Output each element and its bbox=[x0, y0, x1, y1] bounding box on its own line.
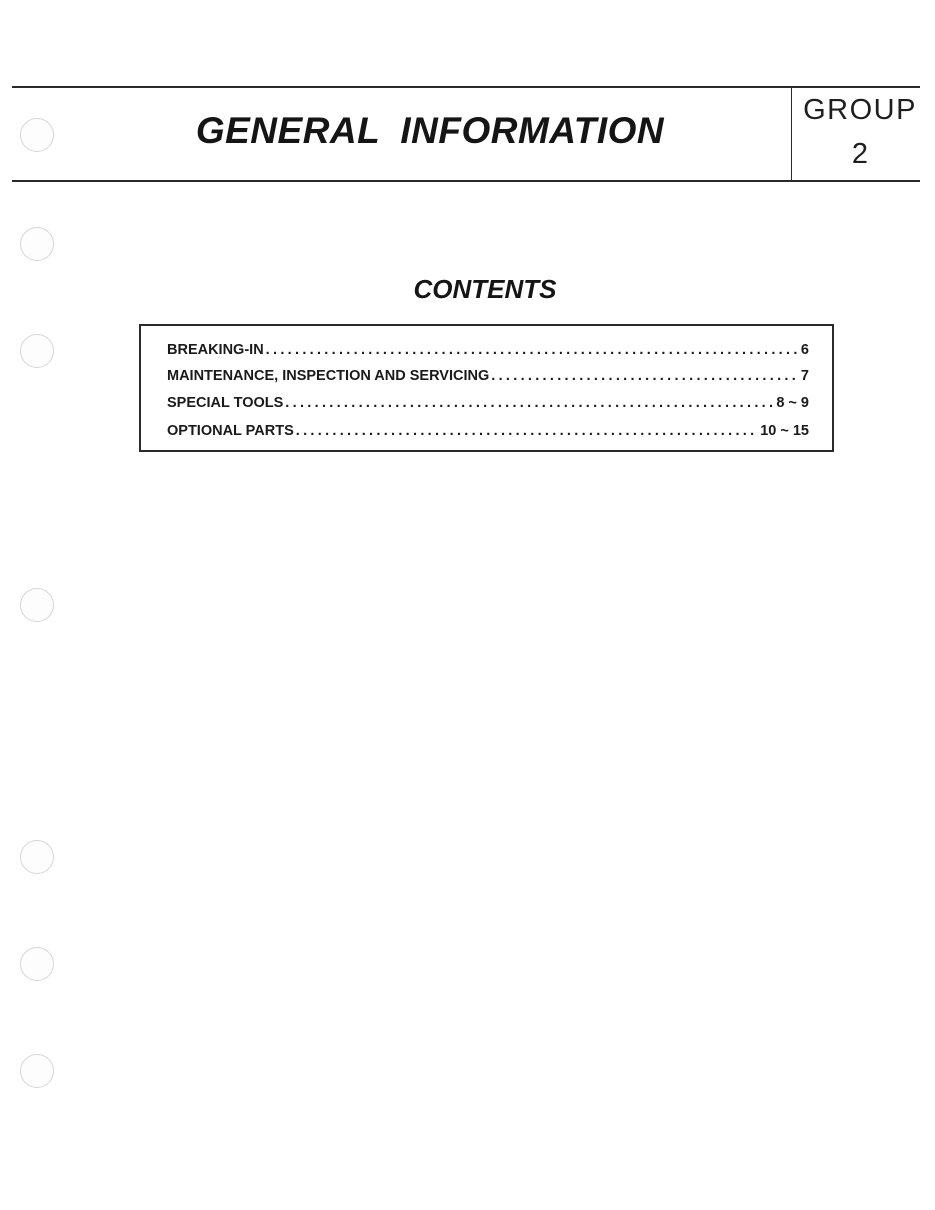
punch-hole bbox=[20, 947, 54, 981]
toc-entry-page: 8 ~ 9 bbox=[776, 395, 809, 411]
header-bottom-rule bbox=[12, 180, 920, 182]
toc-entry[interactable] bbox=[167, 395, 809, 415]
toc-dot-leader bbox=[285, 395, 772, 411]
toc-entry-page: 10 ~ 15 bbox=[760, 423, 809, 439]
toc-entry-label: OPTIONAL PARTS bbox=[167, 423, 294, 439]
toc-entry[interactable] bbox=[167, 368, 809, 388]
punch-hole bbox=[20, 118, 54, 152]
toc-entry-label: MAINTENANCE, INSPECTION AND SERVICING bbox=[167, 368, 490, 384]
punch-hole bbox=[20, 227, 54, 261]
toc-dot-leader bbox=[296, 423, 756, 439]
toc-entry-label: SPECIAL TOOLS bbox=[167, 395, 284, 411]
toc-entry-page: 7 bbox=[800, 368, 809, 384]
punch-hole bbox=[20, 840, 54, 874]
punch-hole bbox=[20, 1054, 54, 1088]
group-label: GROUP bbox=[803, 94, 917, 126]
toc-dot-leader bbox=[266, 342, 797, 358]
page-title: GENERAL INFORMATION bbox=[195, 110, 665, 151]
toc-entry-label: BREAKING-IN bbox=[167, 342, 264, 358]
toc-entry[interactable] bbox=[167, 423, 809, 443]
contents-heading: CONTENTS bbox=[413, 274, 557, 304]
group-number: 2 bbox=[851, 138, 869, 170]
punch-hole bbox=[20, 588, 54, 622]
toc-entry[interactable] bbox=[167, 342, 809, 362]
header-top-rule bbox=[12, 86, 920, 88]
punch-hole bbox=[20, 334, 54, 368]
toc-entry-page: 6 bbox=[800, 342, 809, 358]
header-group-divider bbox=[791, 87, 792, 181]
table-of-contents bbox=[139, 324, 834, 452]
toc-dot-leader bbox=[491, 368, 797, 384]
